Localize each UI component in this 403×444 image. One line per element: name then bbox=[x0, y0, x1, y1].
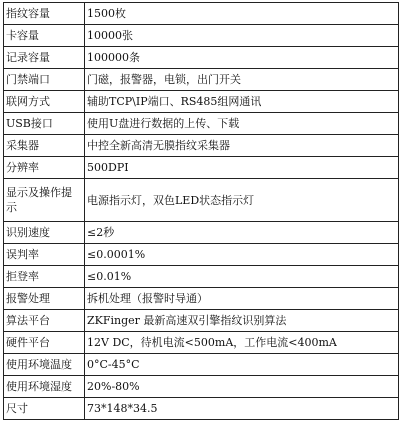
spec-label: 记录容量 bbox=[4, 47, 85, 69]
spec-label: 报警处理 bbox=[4, 288, 85, 310]
spec-value: ≤0.0001% bbox=[85, 244, 399, 266]
table-row bbox=[4, 47, 399, 69]
spec-value: 门磁，报警器，电锁，出门开关 bbox=[85, 69, 399, 91]
spec-label: 误判率 bbox=[4, 244, 85, 266]
table-row bbox=[4, 354, 399, 376]
table-row bbox=[4, 179, 399, 222]
table-row bbox=[4, 244, 399, 266]
spec-value: 12V DC，待机电流<500mA，工作电流<400mA bbox=[85, 332, 399, 354]
spec-value: 20%-80% bbox=[85, 376, 399, 398]
spec-label: 分辨率 bbox=[4, 157, 85, 179]
table-row bbox=[4, 157, 399, 179]
spec-value: 使用U盘进行数据的上传、下载 bbox=[85, 113, 399, 135]
spec-label: 算法平台 bbox=[4, 310, 85, 332]
table-row bbox=[4, 91, 399, 113]
spec-value: ≤0.01% bbox=[85, 266, 399, 288]
spec-table bbox=[3, 2, 399, 420]
spec-value: 辅助TCP\IP端口、RS485组网通讯 bbox=[85, 91, 399, 113]
table-row bbox=[4, 25, 399, 47]
spec-label: 门禁端口 bbox=[4, 69, 85, 91]
table-row bbox=[4, 376, 399, 398]
spec-label: 采集器 bbox=[4, 135, 85, 157]
spec-label: 联网方式 bbox=[4, 91, 85, 113]
spec-value: 73*148*34.5 bbox=[85, 398, 399, 420]
spec-label: 指纹容量 bbox=[4, 3, 85, 25]
table-row bbox=[4, 3, 399, 25]
spec-label: 使用环境温度 bbox=[4, 354, 85, 376]
spec-value: ZKFinger 最新高速双引擎指纹识别算法 bbox=[85, 310, 399, 332]
spec-label: USB接口 bbox=[4, 113, 85, 135]
spec-value: 1500枚 bbox=[85, 3, 399, 25]
spec-value: 拆机处理（报警时导通） bbox=[85, 288, 399, 310]
table-row bbox=[4, 332, 399, 354]
spec-label: 卡容量 bbox=[4, 25, 85, 47]
table-row bbox=[4, 398, 399, 420]
spec-label: 尺寸 bbox=[4, 398, 85, 420]
table-row bbox=[4, 288, 399, 310]
table-row bbox=[4, 113, 399, 135]
spec-value: 0°C-45°C bbox=[85, 354, 399, 376]
spec-label: 显示及操作提示 bbox=[4, 179, 85, 222]
table-row bbox=[4, 222, 399, 244]
spec-value: 100000条 bbox=[85, 47, 399, 69]
spec-label: 识别速度 bbox=[4, 222, 85, 244]
spec-value: 电源指示灯，双色LED状态指示灯 bbox=[85, 179, 399, 222]
spec-label: 使用环境湿度 bbox=[4, 376, 85, 398]
spec-value: 500DPI bbox=[85, 157, 399, 179]
spec-label: 拒登率 bbox=[4, 266, 85, 288]
spec-value: 中控全新高清无膜指纹采集器 bbox=[85, 135, 399, 157]
spec-value: 10000张 bbox=[85, 25, 399, 47]
spec-label: 硬件平台 bbox=[4, 332, 85, 354]
table-row bbox=[4, 310, 399, 332]
table-row bbox=[4, 266, 399, 288]
spec-value: ≤2秒 bbox=[85, 222, 399, 244]
table-row bbox=[4, 135, 399, 157]
table-row bbox=[4, 69, 399, 91]
